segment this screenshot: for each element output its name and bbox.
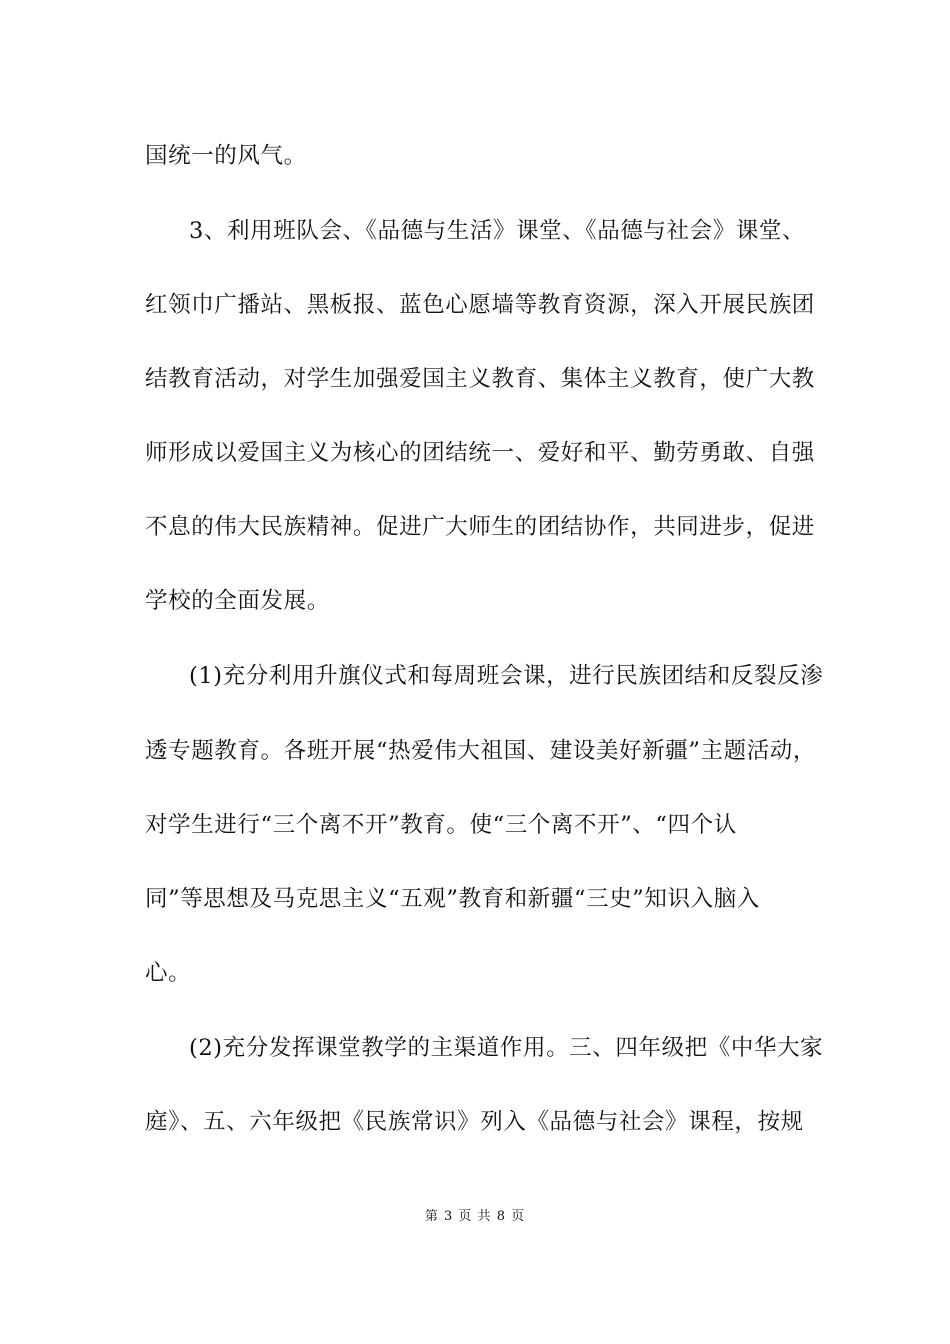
- text-line: 对学生进行“三个离不开”教育。使“三个离不开”、“四个认: [145, 812, 737, 838]
- text-line: 学校的全面发展。: [145, 588, 330, 614]
- page-number-footer: 第 3 页 共 8 页: [424, 1209, 526, 1224]
- text-line: 师形成以爱国主义为核心的团结统一、爱好和平、勤劳勇敢、自强: [145, 440, 815, 466]
- text-line: 同”等思想及马克思主义“五观”教育和新疆“三史”知识入脑入: [145, 886, 760, 912]
- text-line: 国统一的风气。: [145, 143, 307, 169]
- text-line: 结教育活动，对学生加强爱国主义教育、集体主义教育，使广大教: [145, 366, 815, 392]
- text-line: 不息的伟大民族精神。促进广大师生的团结协作，共同进步，促进: [145, 514, 815, 540]
- text-line: (1)充分利用升旗仪式和每周班会课，进行民族团结和反裂反渗: [189, 663, 824, 689]
- text-line: 3、利用班队会、《品德与生活》课堂、《品德与社会》课堂、: [189, 218, 806, 244]
- text-line: 透专题教育。各班开展“热爱伟大祖国、建设美好新疆”主题活动，: [145, 738, 817, 764]
- text-line: 庭》、五、六年级把《民族常识》列入《品德与社会》课程，按规: [145, 1109, 804, 1135]
- text-line: (2)充分发挥课堂教学的主渠道作用。三、四年级把《中华大家: [189, 1035, 824, 1061]
- text-line: 红领巾广播站、黑板报、蓝色心愿墙等教育资源，深入开展民族团: [145, 292, 815, 318]
- text-line: 心。: [145, 960, 192, 986]
